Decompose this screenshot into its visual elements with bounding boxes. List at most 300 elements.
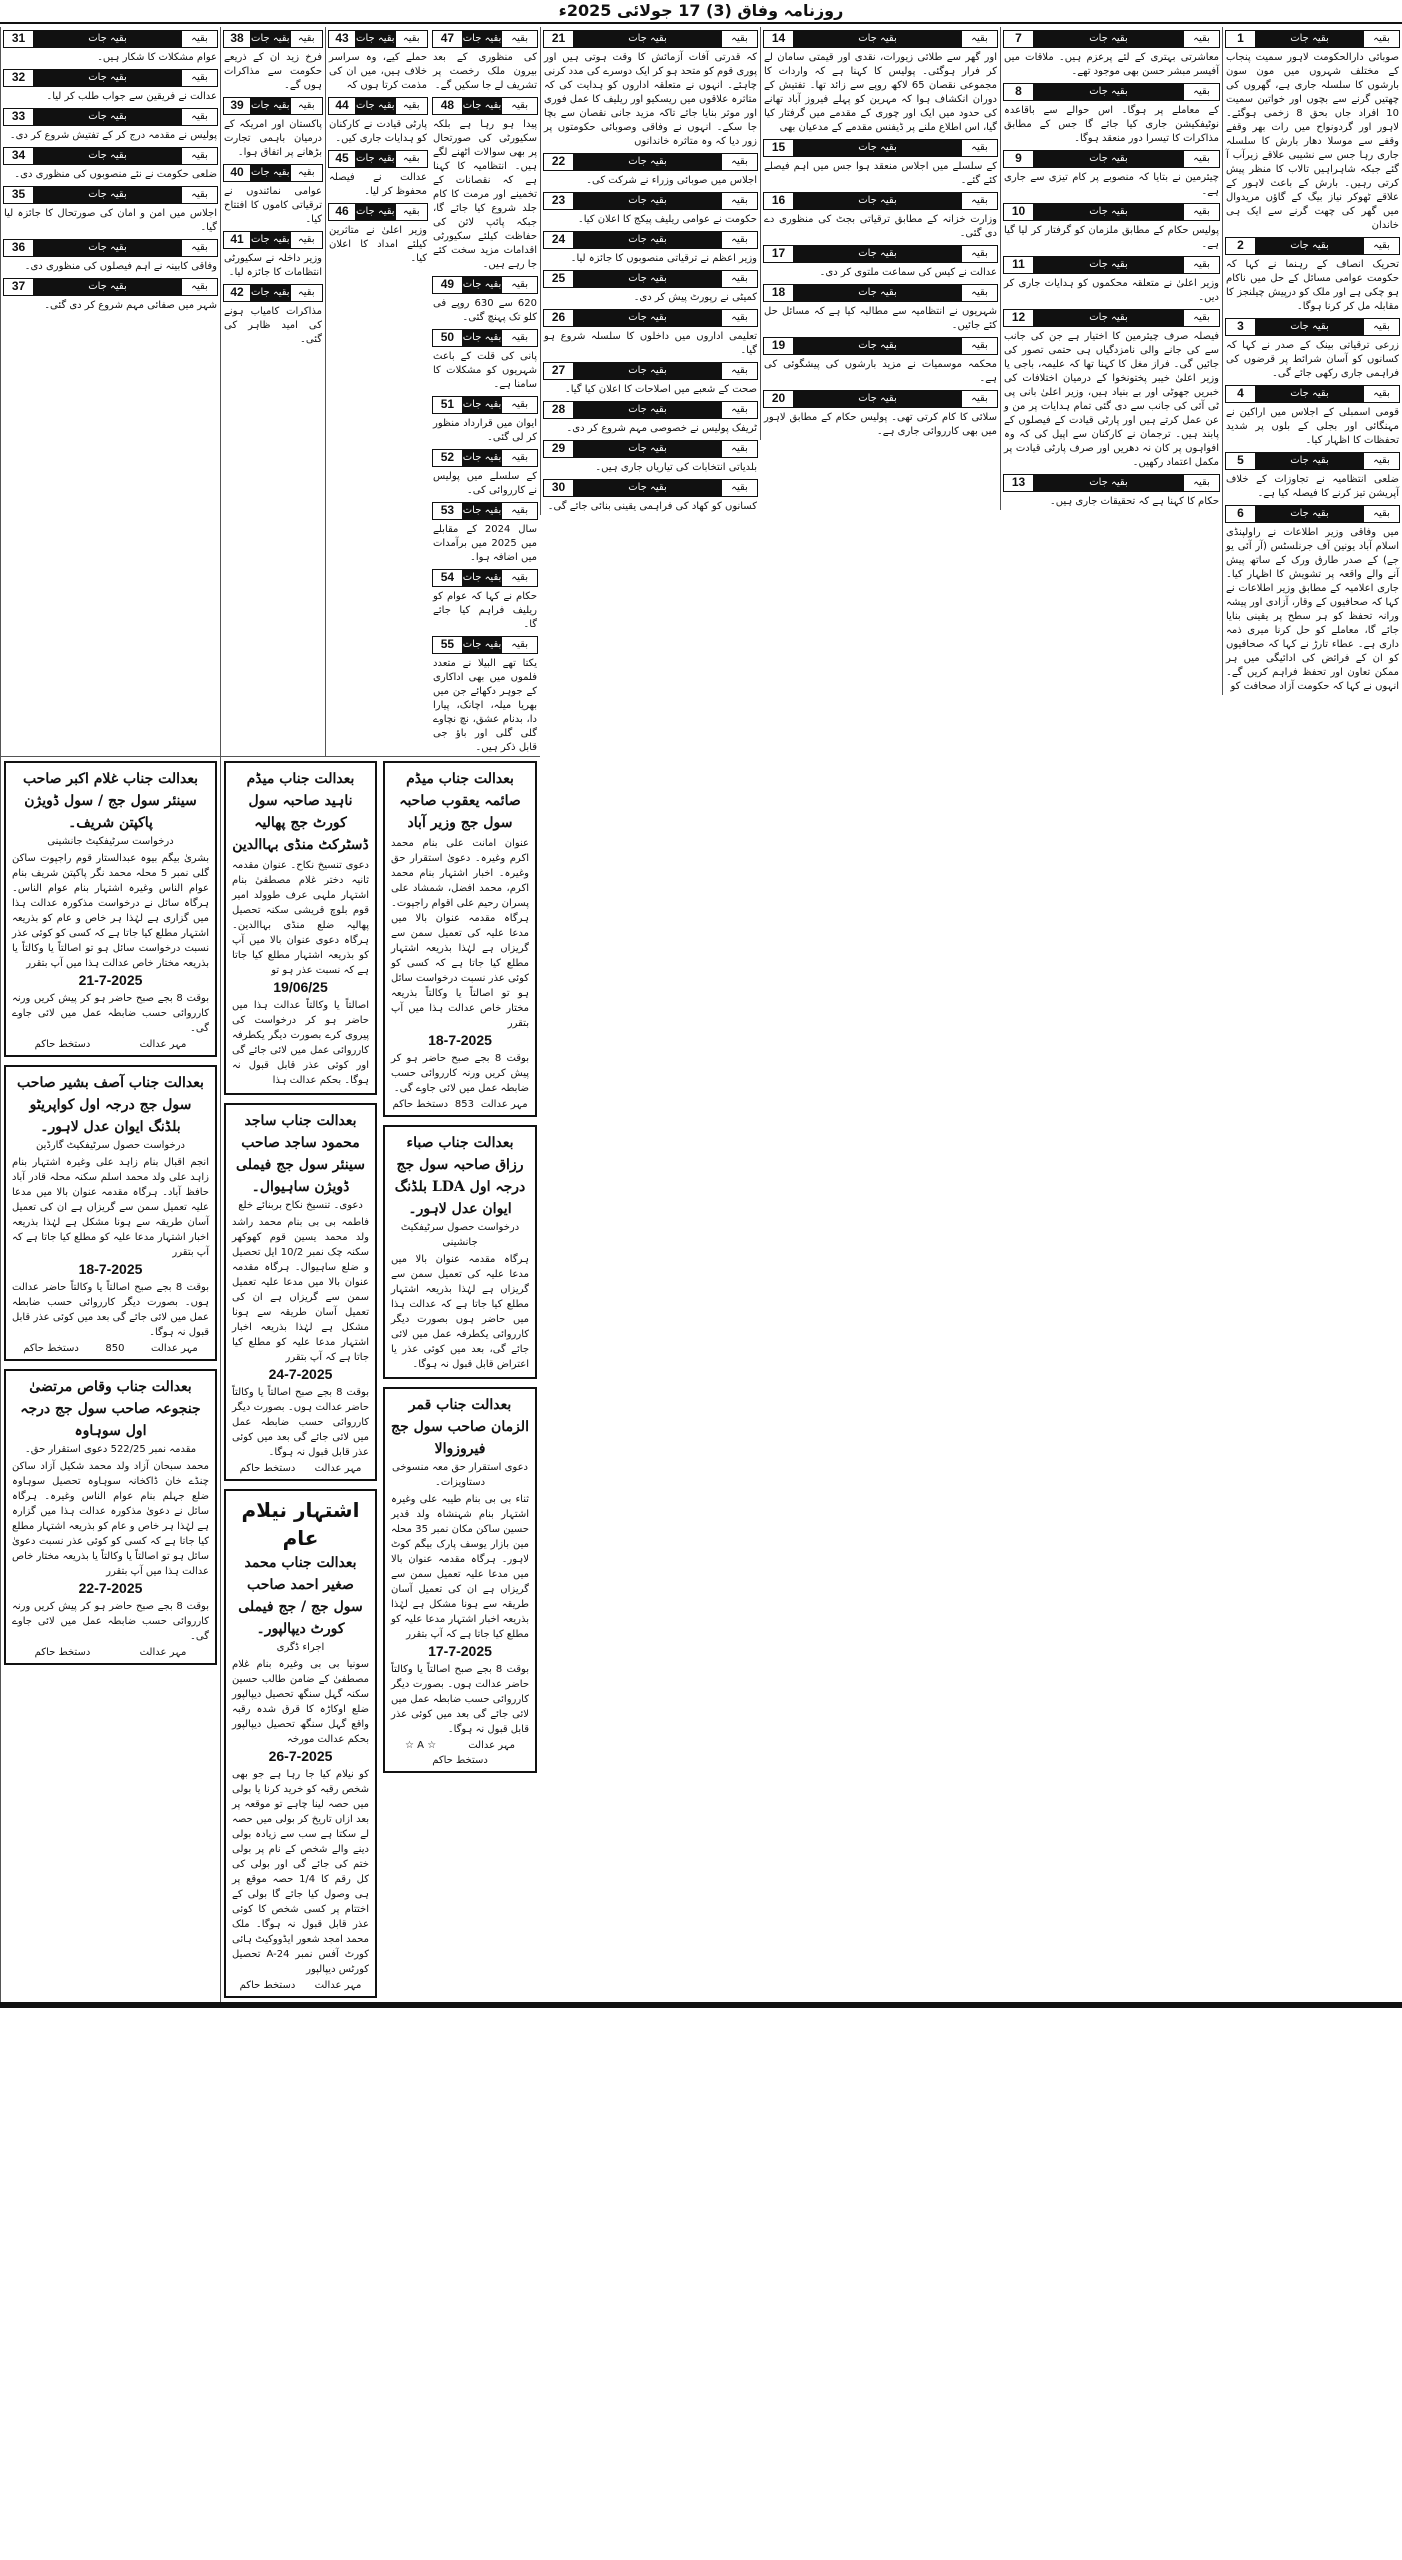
continuation-number: 7 [1004, 31, 1034, 47]
continuation-tag: بقیہ [1363, 386, 1399, 402]
newspaper-page [0, 24, 1402, 2002]
continuation-title: بقیہ جات [1034, 257, 1183, 273]
continuation-text: ضلعی انتظامیہ نے تجاوزات کے خلاف آپریشن تیز کرنے کا فیصلہ کیا ہے۔ [1226, 474, 1399, 499]
continuation-header [543, 153, 758, 171]
column-3 [760, 27, 1000, 440]
continuation-item [430, 326, 540, 393]
notice-seal: مہر عدالت [314, 1463, 362, 1474]
continuation-tag: بقیہ [1183, 204, 1219, 220]
continuation-number: 22 [544, 154, 574, 170]
bottom-rule [0, 2002, 1402, 2008]
continuation-tag: بقیہ [721, 232, 757, 248]
continuation-text: پاکستان اور امریکہ کے درمیان باہمی تجارت بڑھانے پر اتفاق ہوا۔ [224, 119, 322, 158]
continuation-title: بقیہ جات [574, 402, 721, 418]
continuation-item [1001, 471, 1222, 510]
notice-tail: بوقت 8 بجے صبح اصالتاً یا وکالتاً حاضر عدالت ہوں۔ بصورت دیگر کارروائی حسب ضابطہ عمل میں لائی جائے گی بعد میں کوئی عذر قابل قبول نہ ہوگا۔ [232, 1387, 369, 1458]
continuation-title: بقیہ جات [574, 480, 721, 496]
continuation-title: بقیہ جات [463, 570, 502, 586]
continuation-header [1225, 237, 1400, 255]
continuation-tag: بقیہ [395, 151, 427, 167]
continuation-tag: بقیہ [1183, 84, 1219, 100]
notice-signature [391, 1099, 529, 1110]
notice-court: بعدالت جناب قمر الزمان صاحب سول جج فیروزوالا [391, 1397, 529, 1457]
continuation-number: 38 [224, 31, 251, 47]
continuation-text: اور گھر سے طلائی زیورات، نقدی اور قیمتی سامان لے کر فرار ہوگئی۔ پولیس کا کہنا ہے کہ واردات کا مجموعی نقصان 65 لاکھ روپے سے زائد تھا۔ تفتیش کے دوران انکشاف ہوا کہ مہرین کو پہلے فیروز آباد تھانے کی حدود میں ایک اور چوری کے مقدمے میں گرفتار کیا گیا، اس اطلاع ملنے پر ڈیفنس مقدمے کے مدعیان بھی [764, 52, 997, 133]
continuation-header [543, 231, 758, 249]
continuation-header [3, 239, 218, 257]
continuation-item [221, 161, 325, 228]
column-5 [0, 27, 220, 756]
continuation-item [541, 27, 760, 150]
continuation-item [761, 136, 1000, 189]
continuation-text: عدالت نے فیصلہ محفوظ کر لیا۔ [329, 172, 427, 197]
continuation-header [763, 390, 998, 408]
continuation-item [221, 94, 325, 161]
notice-signature [391, 1740, 529, 1766]
continuation-item [541, 189, 760, 228]
continuation-text: عدالت نے کیس کی سماعت ملتوی کر دی۔ [819, 267, 997, 278]
continuation-number: 54 [433, 570, 463, 586]
continuation-item [1223, 502, 1402, 695]
continuation-item [1223, 315, 1402, 382]
continuation-item [1001, 253, 1222, 306]
continuation-number: 41 [224, 232, 251, 248]
continuation-header [3, 186, 218, 204]
continuation-number: 33 [4, 109, 34, 125]
continuation-tag: بقیہ [961, 391, 997, 407]
continuation-item [430, 446, 540, 499]
continuation-number: 32 [4, 70, 34, 86]
continuation-text: شہریوں نے انتظامیہ سے مطالبہ کیا ہے کہ مسائل حل کئے جائیں۔ [764, 306, 997, 331]
continuation-tag: بقیہ [501, 637, 537, 653]
continuation-title: بقیہ جات [1256, 238, 1363, 254]
continuation-title: بقیہ جات [574, 31, 721, 47]
continuation-title: بقیہ جات [356, 31, 395, 47]
continuation-number: 29 [544, 441, 574, 457]
continuation-header [432, 502, 538, 520]
notice-date: 22-7-2025 [78, 1580, 143, 1596]
continuation-item [326, 147, 430, 200]
continuation-tag: بقیہ [721, 310, 757, 326]
continuation-text: کی منظوری کے بعد بیرون ملک رخصت پر تشریف لے جا سکیں گے۔ [433, 52, 537, 91]
continuation-header [763, 337, 998, 355]
notice-court: بعدالت جناب میڈم صائمہ یعقوب صاحبہ سول جج وزیر آباد [399, 771, 521, 831]
continuation-number: 10 [1004, 204, 1034, 220]
continuation-item [541, 306, 760, 359]
notice-subtitle: درخواست حصول سرٹیفکیٹ جانشینی [400, 1222, 520, 1248]
notice-seal: مہر عدالت [314, 1980, 362, 1991]
notice-sign: دستخط حاکم [34, 1647, 91, 1658]
notice-date: 17-7-2025 [428, 1643, 492, 1659]
notice-number: 853 [454, 1099, 474, 1110]
continuation-tag: بقیہ [1183, 31, 1219, 47]
continuation-item [1001, 200, 1222, 253]
continuation-header [1225, 452, 1400, 470]
continuation-header [432, 97, 538, 115]
notices-column-center [0, 757, 220, 2002]
continuation-text: معاشرتی بہتری کے لئے پرعزم ہیں۔ ملاقات میں آفیسر مبشر حسن بھی موجود تھے۔ [1004, 52, 1219, 77]
court-notice [383, 761, 537, 1117]
continuation-text: وزیر اعلیٰ نے متعلقہ محکموں کو ہدایات جاری کر دیں۔ [1004, 278, 1219, 303]
continuation-title: بقیہ جات [1034, 204, 1183, 220]
notice-body: سونیا بی بی وغیرہ بنام غلام مصطفیٰ کے ضامن طالب حسین سکنہ گہل سنگھ تحصیل دیپالپور ضلع اوکاڑہ کا قرق شدہ رقبہ واقع گہل سنگھ تحصیل دیپالپور بحکم عدالت مورخہ [232, 1659, 369, 1745]
continuation-number: 51 [433, 397, 463, 413]
continuation-tag: بقیہ [721, 31, 757, 47]
continuation-number: 8 [1004, 84, 1034, 100]
continuation-tag: بقیہ [961, 246, 997, 262]
notice-court: بعدالت جناب غلام اکبر صاحب سینئر سول جج / سول ڈویژن پاکپتن شریف۔ [22, 771, 199, 831]
continuation-title: بقیہ جات [34, 148, 181, 164]
continuation-header [1225, 30, 1400, 48]
continuation-text: بلدیاتی انتخابات کی تیاریاں جاری ہیں۔ [595, 462, 757, 473]
continuation-text: فرخ زید ان کے ذریعے حکومت سے مذاکرات ہوں گے۔ [224, 52, 322, 91]
continuation-title: بقیہ جات [1034, 84, 1183, 100]
continuation-header [763, 30, 998, 48]
continuation-tag: بقیہ [501, 450, 537, 466]
continuation-item [221, 228, 325, 281]
continuation-number: 24 [544, 232, 574, 248]
left-block [0, 27, 540, 2002]
continuation-tag: بقیہ [721, 154, 757, 170]
notice-date: 26-7-2025 [268, 1748, 333, 1764]
notice-signature [232, 1980, 369, 1991]
continuation-title: بقیہ جات [794, 140, 961, 156]
continuation-tag: بقیہ [181, 279, 217, 295]
continuation-title: بقیہ جات [794, 31, 961, 47]
continuation-title: بقیہ جات [794, 391, 961, 407]
continuation-item [541, 228, 760, 267]
continuation-tag: بقیہ [961, 31, 997, 47]
continuation-tag: بقیہ [961, 285, 997, 301]
continuation-number: 25 [544, 271, 574, 287]
continuation-header [543, 30, 758, 48]
notice-body: عنوان امانت علی بنام محمد اکرم وغیرہ۔ دعویٰ استقرار حق وغیرہ۔ اخبار اشتہار بنام محمد اکرم، محمد افضل، شمشاد علی پسران رحیم علی اقوام راجپوت۔ ہرگاہ مقدمہ عنوان بالا میں مدعا علیہ کی تعمیل سمن سے گریزاں ہے لہٰذا بذریعہ اشتہار مطلع کیا جاتا ہے کہ کسی کو کوئی عذر نسبت درخواست سائل ہو تو اصالتاً یا وکالتاً بذریعہ مختار خاص عدالت ہذا میں آپ بتقرر [391, 838, 529, 1029]
continuation-tag: بقیہ [501, 503, 537, 519]
continuation-title: بقیہ جات [1034, 31, 1183, 47]
continuation-header [3, 69, 218, 87]
continuation-item [430, 27, 540, 94]
notice-date: 24-7-2025 [268, 1366, 333, 1382]
continuation-item [1001, 27, 1222, 80]
notice-tail: اصالتاً یا وکالتاً عدالت ہذا میں حاضر ہو کر درخواست کی پیروی کرے بصورت دیگر یکطرفہ کارروائی عمل میں لائی جائے گی اور کوئی عذر قابل قبول نہ ہوگا۔ بحکم عدالت ہذا [232, 1000, 369, 1086]
continuation-number: 48 [433, 98, 463, 114]
continuation-text: ٹریفک پولیس نے خصوصی مہم شروع کر دی۔ [566, 423, 757, 434]
continuation-item [221, 281, 325, 348]
notice-tail: بوقت 8 بجے صبح اصالتاً یا وکالتاً حاضر عدالت ہوں۔ بصورت دیگر کارروائی حسب ضابطہ عمل میں لائی جائے گی بعد میں کوئی عذر قابل قبول نہ ہوگا۔ [12, 1282, 209, 1338]
notice-subtitle: مقدمہ نمبر 522/25 دعوی استقرار حق۔ [24, 1444, 197, 1455]
notice-body: دعوی تنسیخ نکاح۔ عنوان مقدمہ ثانیہ دختر غلام مصطفیٰ بنام اشتہار ملہی عرف طوولد امیر قوم بلوچ قریشی سکنہ تحصیل پھالیہ ضلع منڈی بہاالدین۔ ہرگاہ دعوی عنوان بالا میں آپ کو بذریعہ اشتہار مطلع کیا جاتا ہے کہ نسبت عذر ہو تو [232, 860, 369, 976]
continuation-text: سال 2024 کے مقابلے میں 2025 میں برآمدات میں اضافہ ہوا۔ [433, 524, 537, 563]
continuation-number: 11 [1004, 257, 1034, 273]
column-7 [325, 27, 430, 756]
court-notice [4, 1065, 217, 1361]
continuation-item [326, 94, 430, 147]
continuation-item [430, 633, 540, 756]
continuation-header [223, 30, 323, 48]
continuation-header [1003, 150, 1220, 168]
continuation-header [543, 401, 758, 419]
notice-body: انجم اقبال بنام زاہد علی وغیرہ اشتہار بنام زاہد علی ولد محمد اسلم سکنہ محلہ قادر آباد حافظ آباد۔ ہرگاہ مقدمہ عنوان بالا میں مدعا علیہ تعمیل سمن سے گریزاں ہے ان کی تعمیل آسان طریقہ سے ہونا مشکل ہے لہٰذا بذریعہ اخبار اشتہار مدعا علیہ کو مطلع کیا جاتا ہے کہ آپ بتقرر [12, 1157, 209, 1258]
notice-tail: بوقت 8 بجے صبح حاضر ہو کر پیش کریں ورنہ کارروائی حسب ضابطہ عمل میں لائی جاوے گی۔ [12, 993, 209, 1034]
notice-court: بعدالت جناب محمد صغیر احمد صاحب سول جج / جج فیملی کورٹ دیپالپور۔ [238, 1555, 363, 1637]
continuation-header [763, 192, 998, 210]
continuation-number: 44 [329, 98, 356, 114]
continuation-text: تعلیمی اداروں میں داخلوں کا سلسلہ شروع ہو گیا۔ [544, 331, 757, 356]
notice-subtitle: درخواست سرٹیفکیٹ جانشینی [47, 836, 174, 847]
continuation-title: بقیہ جات [463, 31, 502, 47]
continuation-item [1, 275, 220, 314]
continuation-text: میں وفاقی وزیر اطلاعات نے راولپنڈی اسلام آباد یونین آف جرنلسٹس (آر آئی یو جے) کے صدر طارق ورک کے ساتھ پیش آنے والے واقعہ پر تشویش کا اظہار کیا۔ جاری اعلامیہ کے مطابق وزیر اطلاعات نے کہا کہ صحافیوں کے وقار، آزادی اور پیشہ ورانہ تحفظ کو ہر سطح پر یقینی بنایا جائے گا، معاملے کو حل کرنا میری ذمہ داری ہے۔ عطاء تارڑ نے کہا کہ صحافیوں کو ان کے فرائض کی ادائیگی میں ہر ممکن تعاون اور تحفظ فراہم کریں گے۔ انہوں نے کہا کہ حکومت آزاد صحافت کو [1226, 527, 1399, 692]
notice-body: محمد سبحان آزاد ولد محمد شکیل آزاد ساکن چنڈے خان ڈاکخانہ سوہاوہ تحصیل سوہاوہ ضلع جہلم بنام عوام الناس وغیرہ۔ ہرگاہ سائل نے دعویٰ مذکورہ عدالت ہذا میں گزارہ ہے لہٰذا ہر خاص و عام کو بذریعہ اشتہار مطلع کیا جاتا ہے کہ کسی کو کوئی عذر نسبت دعویٰ سائل ہو تو اصالتاً یا وکالتاً یا بذریعہ مختار خاص عدالت ہذا میں آپ بتقرر [12, 1461, 209, 1577]
continuation-text: کمیٹی نے رپورٹ پیش کر دی۔ [633, 292, 757, 303]
continuation-tag: بقیہ [290, 232, 322, 248]
notice-court: بعدالت جناب وقاص مرتضیٰ جنجوعہ صاحب سول جج درجہ اول سوہاوہ [20, 1379, 201, 1439]
notice-date: 18-7-2025 [78, 1261, 143, 1277]
column-6 [220, 27, 325, 756]
continuation-header [328, 30, 428, 48]
notice-court: بعدالت جناب میڈم ناہید صاحبہ سول کورٹ جج پھالیہ ڈسٹرکٹ منڈی بہاالدین [232, 771, 369, 853]
continuation-text: پولیس حکام کے مطابق ملزمان کو گرفتار کر لیا گیا ہے۔ [1004, 225, 1219, 250]
continuation-number: 49 [433, 277, 463, 293]
column-2 [1000, 27, 1222, 510]
notice-body: فاطمہ بی بی بنام محمد راشد ولد محمد یسین قوم کھوکھر سکنہ چک نمبر 10/2 ایل تحصیل و ضلع ساہیوال۔ ہرگاہ مقدمہ عنوان بالا میں مدعا علیہ تعمیل سمن سے گریزاں ہے ان کی تعمیل آسان طریقہ سے ہونا مشکل ہے لہٰذا بذریعہ اخبار اشتہار مدعا علیہ کو مطلع کیا جاتا ہے کہ آپ بتقرر [232, 1217, 370, 1363]
continuation-tag: بقیہ [1363, 238, 1399, 254]
continuation-text: وفاقی کابینہ نے اہم فیصلوں کی منظوری دی۔ [24, 261, 217, 272]
continuation-header [223, 284, 323, 302]
continuation-item [326, 200, 430, 267]
notice-sign: دستخط حاکم [432, 1755, 488, 1766]
continuation-title: بقیہ جات [463, 330, 502, 346]
court-notice [383, 1387, 537, 1773]
continuation-number: 1 [1226, 31, 1256, 47]
continuation-number: 28 [544, 402, 574, 418]
continuation-item [326, 27, 430, 94]
continuation-tag: بقیہ [1363, 319, 1399, 335]
continuation-title: بقیہ جات [574, 363, 721, 379]
continuation-text: پانی کی قلت کے باعث شہریوں کو مشکلات کا سامنا ہے۔ [433, 351, 537, 390]
continuation-item [541, 359, 760, 398]
continuation-tag: بقیہ [181, 187, 217, 203]
continuation-number: 17 [764, 246, 794, 262]
continuation-number: 12 [1004, 310, 1034, 326]
continuation-header [543, 270, 758, 288]
continuation-item [221, 27, 325, 94]
notice-seal: مہر عدالت [139, 1039, 187, 1050]
continuation-header [763, 245, 998, 263]
notice-subtitle: اجراء ڈگری [276, 1642, 325, 1653]
continuation-header [328, 203, 428, 221]
column-4 [540, 27, 760, 515]
court-notice [224, 1103, 377, 1481]
continuation-text: پولیس نے مقدمہ درج کر کے تفتیش شروع کر دی۔ [9, 130, 217, 141]
continuation-title: بقیہ جات [463, 637, 502, 653]
continuation-text: ضلعی حکومت نے نئے منصوبوں کی منظوری دی۔ [14, 169, 217, 180]
continuation-text: فیصلہ صرف چیئرمین کا اختیار ہے جن کی جانب سے کی جانے والی نامزدگیاں ہی حتمی تصور کی جائیں گی۔ فراز مغل کا کہنا تھا کہ علیمہ، باجی یا وزیر اعلیٰ خیبر پختونخوا کے درمیان اختلافات کی خبریں جھوٹی اور بے بنیاد ہیں، وزیر اعلیٰ بانی پی ٹی آئی کی جانب سے دی گئی تمام ہدایات پر من و عن عمل کرتے ہیں اور پارٹی قیادت کے فیصلوں کے پابند ہیں۔ ترجمان نے کارکنان سے اپیل کی کہ وہ افواہوں پر کان نہ دھریں اور صرف پارٹی قیادت پر مکمل اعتماد رکھیں۔ [1004, 331, 1219, 468]
continuation-title: بقیہ جات [34, 109, 181, 125]
continuation-number: 35 [4, 187, 34, 203]
continuation-text: صحت کے شعبے میں اصلاحات کا اعلان کیا گیا۔ [564, 384, 757, 395]
continuation-tag: بقیہ [181, 70, 217, 86]
notice-body: ہرگاہ مقدمہ عنوان بالا میں مدعا علیہ کی تعمیل سمن سے گریزاں ہے لہٰذا بذریعہ اشتہار مطلع کیا جاتا ہے کہ عدالت ہذا میں حاضر ہوں بصورت دیگر کارروائی یکطرفہ عمل میں لائی جائے گی، بعد میں کوئی عذر یا اعتراض قابل قبول نہ ہوگا۔ [391, 1254, 529, 1370]
notices-block [0, 756, 540, 2002]
continuation-tag: بقیہ [1363, 506, 1399, 522]
continuation-text: ایوان میں قرارداد منظور کر لی گئی۔ [433, 418, 537, 443]
continuation-title: بقیہ جات [463, 450, 502, 466]
continuation-title: بقیہ جات [463, 503, 502, 519]
continuation-number: 31 [4, 31, 34, 47]
continuation-text: عدالت نے فریقین سے جواب طلب کر لیا۔ [46, 91, 217, 102]
continuation-number: 4 [1226, 386, 1256, 402]
continuation-header [543, 192, 758, 210]
continuation-title: بقیہ جات [574, 193, 721, 209]
continuation-tag: بقیہ [181, 148, 217, 164]
continuation-title: بقیہ جات [794, 338, 961, 354]
continuation-header [432, 30, 538, 48]
continuation-item [1, 183, 220, 236]
notice-seal: مہر عدالت [480, 1099, 528, 1110]
continuation-text: کے معاملے پر ہوگا۔ اس حوالے سے باقاعدہ نوٹیفکیشن جاری کیا جائے گا جس کے مطابق مذاکرات کا تیسرا دور منعقد ہوگا۔ [1004, 105, 1219, 144]
continuation-tag: بقیہ [181, 31, 217, 47]
continuation-item [430, 566, 540, 633]
continuation-title: بقیہ جات [574, 441, 721, 457]
continuation-header [223, 231, 323, 249]
continuation-number: 9 [1004, 151, 1034, 167]
continuation-text: پارٹی قیادت نے کارکنان کو ہدایات جاری کیں۔ [329, 119, 427, 144]
continuation-title: بقیہ جات [1034, 151, 1183, 167]
notice-heading: اشتہار نیلام عام [241, 1498, 360, 1550]
continuation-title: بقیہ جات [356, 98, 395, 114]
notice-number: ☆ A ☆ [405, 1740, 437, 1751]
continuation-number: 40 [224, 165, 251, 181]
continuation-item [1001, 80, 1222, 147]
continuation-title: بقیہ جات [356, 204, 395, 220]
continuation-title: بقیہ جات [251, 165, 290, 181]
continuation-title: بقیہ جات [463, 397, 502, 413]
continuation-text: محکمہ موسمیات نے مزید بارشوں کی پیشگوئی کی ہے۔ [764, 359, 997, 384]
continuation-number: 18 [764, 285, 794, 301]
continuation-header [1003, 203, 1220, 221]
continuation-header [432, 569, 538, 587]
continuation-header [763, 284, 998, 302]
continuation-header [543, 309, 758, 327]
continuation-number: 15 [764, 140, 794, 156]
continuation-text: سلائی کا کام کرتی تھی۔ پولیس حکام کے مطابق لاہور میں بھی کارروائی جاری ہے۔ [764, 412, 997, 437]
continuation-title: بقیہ جات [1256, 453, 1363, 469]
continuation-item [1, 105, 220, 144]
continuation-title: بقیہ جات [251, 98, 290, 114]
continuation-text: اجلاس میں امن و امان کی صورتحال کا جائزہ لیا گیا۔ [4, 208, 217, 233]
continuation-title: بقیہ جات [1256, 319, 1363, 335]
continuation-tag: بقیہ [181, 240, 217, 256]
continuation-number: 43 [329, 31, 356, 47]
notice-number: 850 [105, 1343, 125, 1354]
continuation-header [432, 329, 538, 347]
continuation-title: بقیہ جات [251, 232, 290, 248]
notice-seal: مہر عدالت [150, 1343, 198, 1354]
continuation-number: 45 [329, 151, 356, 167]
continuation-tag: بقیہ [1363, 31, 1399, 47]
notice-body: بشریٰ بیگم بیوہ عبدالستار قوم راجپوت ساکن گلی نمبر 5 محلہ محمد نگر پاکپتن شریف بنام عوام الناس وغیرہ اشتہار بنام عوام الناس۔ ہرگاہ سائل نے درخواست مذکورہ عدالت ہذا میں گزاری ہے لہٰذا ہر خاص و عام کو بذریعہ اشتہار مطلع کیا جاتا ہے کہ کسی کو کوئی عذر نسبت درخواست سائل ہو تو اصالتاً یا وکالتاً یا بذریعہ مختار خاص عدالت ہذا میں آپ بتقرر [12, 853, 209, 969]
continuation-tag: بقیہ [501, 570, 537, 586]
continuation-item [761, 281, 1000, 334]
continuation-item [761, 189, 1000, 242]
continuation-number: 37 [4, 279, 34, 295]
continuation-text: حکومت نے عوامی ریلیف پیکج کا اعلان کیا۔ [577, 214, 757, 225]
notice-tail: بوقت 8 بجے صبح حاضر ہو کر پیش کریں ورنہ کارروائی حسب ضابطہ عمل میں لائی جاوے گی۔ [391, 1053, 529, 1094]
continuation-tag: بقیہ [721, 271, 757, 287]
continuation-text: حکام نے کہا کہ عوام کو ریلیف فراہم کیا جائے گا۔ [433, 591, 537, 630]
continuation-number: 46 [329, 204, 356, 220]
continuation-text: عوامی نمائندوں نے ترقیاتی کاموں کا افتتاح کیا۔ [224, 186, 322, 225]
notice-date: 19/06/25 [273, 979, 328, 995]
continuation-tag: بقیہ [1183, 257, 1219, 273]
continuation-item [430, 273, 540, 326]
continuation-header [3, 30, 218, 48]
continuation-number: 13 [1004, 475, 1034, 491]
continuation-tag: بقیہ [290, 98, 322, 114]
continuation-item [761, 387, 1000, 440]
continuation-title: بقیہ جات [356, 151, 395, 167]
continuation-header [1003, 83, 1220, 101]
continuation-number: 26 [544, 310, 574, 326]
continuation-text: وزیر اعلیٰ نے متاثرین کیلئے امداد کا اعلان کیا۔ [329, 225, 427, 264]
continuation-item [430, 393, 540, 446]
continuation-text: شہر میں صفائی مہم شروع کر دی گئی۔ [44, 300, 217, 311]
continuation-tag: بقیہ [501, 31, 537, 47]
continuation-header [3, 108, 218, 126]
continuation-text: پیدا ہو رہا ہے بلکہ سکیورٹی کی صورتحال پر بھی سوالات اٹھنے لگے ہیں۔ انتظامیہ کا کہنا ہے کہ نقصانات کے تخمینے اور مرمت کا کام جلد شروع کیا جائے گا، جبکہ پائپ لائن کی حفاظت کیلئے سکیورٹی اقدامات مزید سخت کئے جا رہے ہیں۔ [433, 119, 537, 270]
notice-tail: کو نیلام کیا جا رہا ہے جو بھی شخص رقبہ کو خرید کرنا یا بولی میں حصہ لینا چاہے تو موقعہ پر بعد ازاں تاریخ کر بولی میں حصہ لے سکتا ہے سب سے زیادہ بولی دینے والے شخص کے نام پر بولی ختم کی جائے گی اور بولی کی کل رقم کا 1/4 حصہ موقع پر ہی وصول کیا جائے گا بولی کے اختتام پر کسی شخص کا کوئی عذر قابل قبول نہ ہوگا۔ ملک محمد امجد شعور ایڈووکیٹ ہائی کورٹ آفس نمبر A-24 تحصیل کورٹس دیپالپور [232, 1769, 369, 1975]
continuation-text: قومی اسمبلی کے اجلاس میں اراکین نے مہنگائی اور بجلی کے بلوں پر شدید تحفظات کا اظہار کیا۔ [1226, 407, 1399, 446]
continuation-item [1001, 306, 1222, 471]
continuation-item [1, 27, 220, 66]
notice-date: 21-7-2025 [78, 972, 143, 988]
continuation-title: بقیہ جات [574, 310, 721, 326]
continuation-number: 6 [1226, 506, 1256, 522]
column-1 [1222, 27, 1402, 695]
continuation-text: زرعی ترقیاتی بینک کے صدر نے کہا کہ کسانوں کو آسان شرائط پر قرضوں کی فراہمی جاری رکھی جائے گی۔ [1226, 340, 1399, 379]
continuation-header [1003, 309, 1220, 327]
continuation-tag: بقیہ [501, 330, 537, 346]
continuation-text: یکتا تھے البیلا نے متعدد فلموں میں بھی اداکاری کے جوہر دکھائے جن میں بھریا میلہ، اچانک، پیارا دا، بدنام عشق، نچ نچاوے گلی گلی اور باؤ جی قابل ذکر ہیں۔ [433, 658, 537, 753]
continuation-header [543, 440, 758, 458]
continuation-title: بقیہ جات [251, 285, 290, 301]
continuation-tag: بقیہ [181, 109, 217, 125]
continuation-header [328, 150, 428, 168]
continuation-title: بقیہ جات [794, 246, 961, 262]
continuation-header [432, 396, 538, 414]
continuation-text: وزارت خزانہ کے مطابق ترقیاتی بجٹ کی منظوری دے دی گئی۔ [764, 214, 997, 239]
continuation-title: بقیہ جات [574, 271, 721, 287]
continuation-title: بقیہ جات [34, 279, 181, 295]
column-8 [430, 27, 540, 756]
continuation-title: بقیہ جات [1034, 310, 1183, 326]
notices-column-left [380, 757, 540, 2002]
continuation-header [543, 479, 758, 497]
continuation-title: بقیہ جات [1256, 506, 1363, 522]
continuation-title: بقیہ جات [34, 240, 181, 256]
continuation-title: بقیہ جات [1256, 31, 1363, 47]
continuation-header [3, 147, 218, 165]
continuation-text: وزیر اعظم نے ترقیاتی منصوبوں کا جائزہ لیا۔ [570, 253, 757, 264]
continuation-tag: بقیہ [395, 31, 427, 47]
continuation-text: اجلاس میں صوبائی وزراء نے شرکت کی۔ [586, 175, 757, 186]
continuation-item [541, 150, 760, 189]
continuation-header [223, 164, 323, 182]
continuation-header [1003, 474, 1220, 492]
continuation-text: صوبائی دارالحکومت لاہور سمیت پنجاب کے مختلف شہروں میں مون سون بارشوں کا سلسلہ جاری ہے، گھروں کی چھتیں گرنے سے بچوں اور خواتین سمیت 10 افراد جاں بحق 8 زخمی ہوگئے۔ لاہور اور گردونواح میں رات بھر وقفے وقفے سے موسلا دھار بارش کا سلسلہ جاری رہا جس سے نشیبی علاقے زیرآب آ گئے جبکہ شاہراہیں تالاب کا منظر پیش کرتی رہیں۔ بارش کے باعث لاہور کے علاقے ٹھوکر نیاز بیگ کے گاؤں مریدوال میں گھر کی چھت گرنے سے ایک ہی خاندان [1226, 52, 1399, 231]
continuation-item [1223, 449, 1402, 502]
